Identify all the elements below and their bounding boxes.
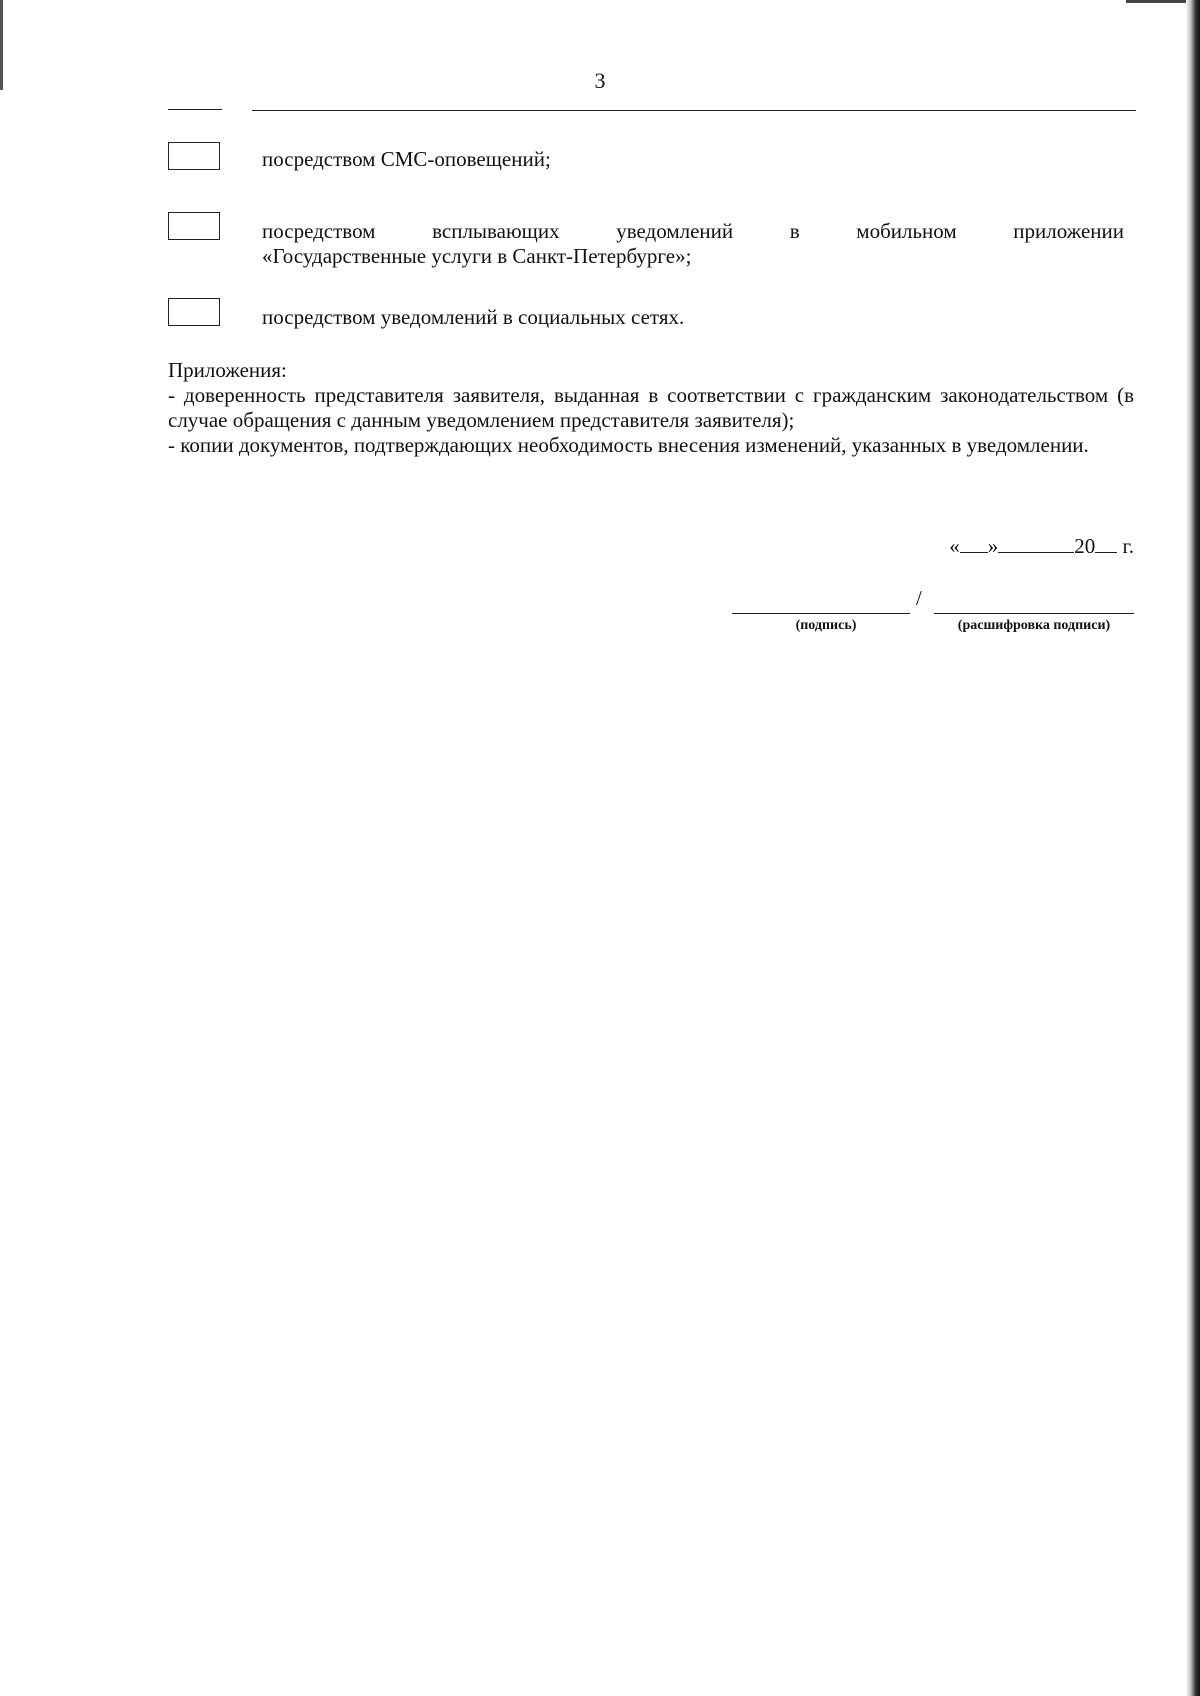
signature-decoding-caption: (расшифровка подписи) xyxy=(957,618,1111,633)
date-line xyxy=(949,534,1134,559)
attachments-block xyxy=(168,358,1134,458)
checkbox-social[interactable] xyxy=(168,298,220,326)
year-suffix: г. xyxy=(1122,534,1134,558)
month-blank[interactable] xyxy=(998,534,1074,553)
signature-line[interactable] xyxy=(732,613,910,614)
header-rule-long xyxy=(252,110,1136,111)
scan-edge-top xyxy=(1126,0,1186,3)
day-blank[interactable] xyxy=(960,534,988,553)
option-mobile-app-line1: посредством всплывающих уведомлений в мобильном приложении xyxy=(262,219,1124,243)
signature-separator: / xyxy=(916,586,922,610)
checkbox-mobile-app[interactable] xyxy=(168,212,220,240)
date-close-quote: » xyxy=(987,534,999,558)
attachments-heading: Приложения: xyxy=(168,358,287,382)
year-prefix: 20 xyxy=(1074,534,1096,558)
checkbox-sms[interactable] xyxy=(168,142,220,170)
option-sms-label: посредством СМС-оповещений; xyxy=(262,147,551,171)
option-mobile-app-line2: «Государственные услуги в Санкт-Петербурге»; xyxy=(262,244,692,268)
signature-decoding-line[interactable] xyxy=(934,613,1134,614)
attachment-item-power-of-attorney: - доверенность представителя заявителя, выданная в соответствии с гражданским законодательством (в случае обращения с данным уведомлением представителя заявителя); xyxy=(168,383,1134,432)
scan-edge-right xyxy=(1186,0,1200,1696)
signature-caption: (подпись) xyxy=(795,618,857,633)
page-number: 3 xyxy=(594,68,606,93)
year-blank[interactable] xyxy=(1095,534,1117,553)
date-open-quote: « xyxy=(949,534,960,558)
attachment-item-document-copies: - копии документов, подтверждающих необходимость внесения изменений, указанных в уведомлении. xyxy=(168,433,1089,457)
header-rule-short xyxy=(168,109,222,110)
option-social-label: посредством уведомлений в социальных сетях. xyxy=(262,305,685,329)
